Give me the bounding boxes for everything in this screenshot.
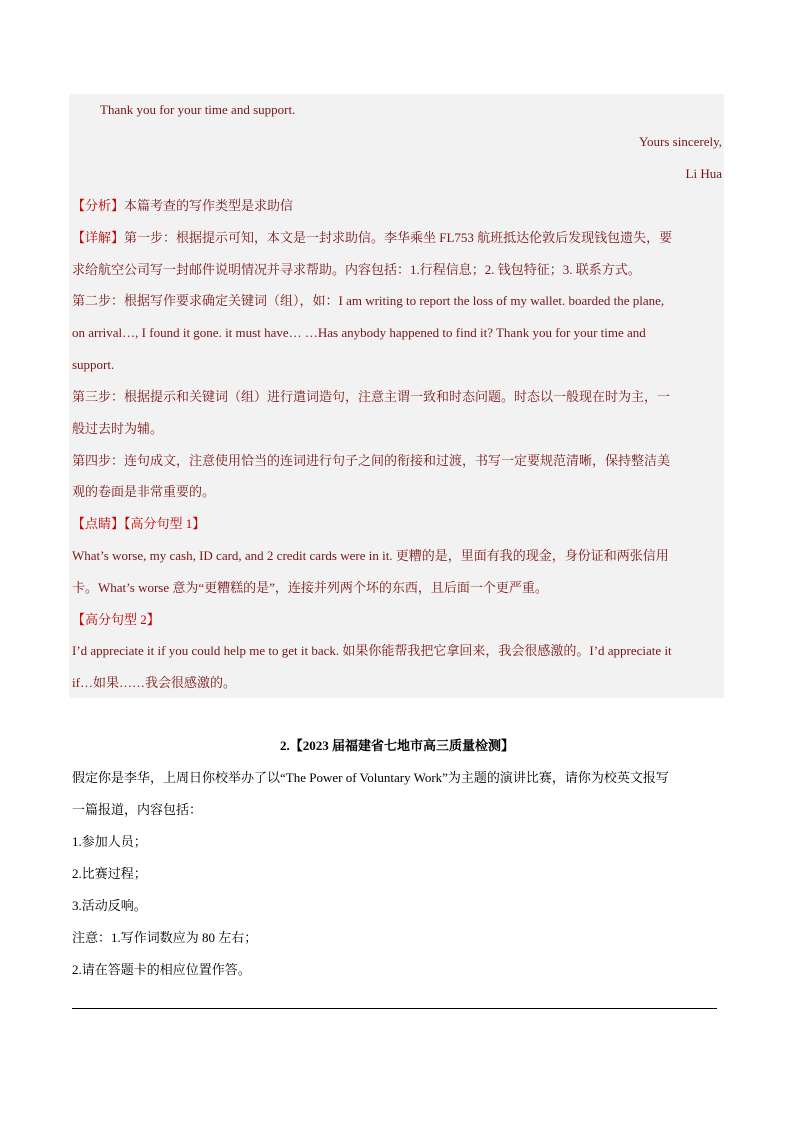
pattern1-line2: 卡。What’s worse 意为“更糟糕的是”，连接并列两个坏的东西，且后面一个更严重。 — [72, 580, 548, 595]
question-prompt-line1: 假定你是李华，上周日你校举办了以“The Power of Voluntary Work”为主题的演讲比赛，请你为校英文报写 — [72, 770, 669, 785]
step1-text-a: 第一步：根据提示可知，本文是一封求助信。李华乘坐 FL753 航班抵达伦敦后发现钱包遗失，要 — [124, 230, 673, 245]
question-item-2: 2.比赛过程； — [72, 866, 147, 881]
letter-sign-off: Yours sincerely, — [638, 134, 722, 149]
letter-closing-line: Thank you for your time and support. — [100, 102, 296, 117]
pattern1-line1: What’s worse, my cash, ID card, and 2 credit cards were in it. 更糟的是，里面有我的现金，身份证和两张信用 — [72, 548, 669, 563]
pattern2-line1: I’d appreciate it if you could help me to get it back. 如果你能帮我把它拿回来，我会很感激的。I’d appreciate it — [72, 643, 672, 658]
detail-step2-line1: 第二步：根据写作要求确定关键词（组），如：I am writing to report the loss of my wallet. boarded the plane, — [72, 293, 665, 308]
detail-step2-line3: support. — [72, 357, 115, 372]
question-title: 2.【2023 届福建省七地市高三质量检测】 — [279, 738, 514, 753]
detail-step4-line2: 观的卷面是非常重要的。 — [72, 484, 216, 499]
analysis-tag: 【分析】 — [72, 198, 125, 213]
detail-step3-line2: 般过去时为辅。 — [72, 421, 164, 436]
question-note-2: 2.请在答题卡的相应位置作答。 — [72, 962, 251, 977]
detail-step1-line2: 求给航空公司写一封邮件说明情况并寻求帮助。内容包括：1.行程信息；2. 钱包特征；3. 联系方式。 — [72, 262, 641, 277]
letter-signature: Li Hua — [685, 166, 722, 181]
answer-writing-line[interactable] — [72, 1008, 717, 1009]
question-note-1: 注意：1.写作词数应为 80 左右； — [72, 930, 258, 945]
question-prompt-line2: 一篇报道，内容包括： — [72, 802, 203, 817]
analysis-text: 本篇考查的写作类型是求助信 — [124, 198, 294, 213]
pattern2-line2: if…如果……我会很感激的。 — [72, 675, 236, 690]
detail-step1-line1 — [72, 228, 722, 248]
pattern2-tag: 【高分句型 2】 — [72, 612, 160, 627]
dianjing-tag: 【点睛】【高分句型 1】 — [72, 516, 206, 531]
question-item-1: 1.参加人员； — [72, 834, 147, 849]
detail-step4-line1: 第四步：连句成文，注意使用恰当的连词进行句子之间的衔接和过渡，书写一定要规范清晰，保持整洁美 — [72, 453, 671, 468]
detail-step3-line1: 第三步：根据提示和关键词（组）进行遣词造句，注意主谓一致和时态问题。时态以一般现在时为主，一 — [72, 389, 671, 404]
analysis-line — [72, 196, 722, 216]
detail-tag: 【详解】 — [72, 230, 125, 245]
question-item-3: 3.活动反响。 — [72, 898, 147, 913]
detail-step2-line2: on arrival…, I found it gone. it must have… …Has anybody happened to find it? Thank you for your time and — [72, 325, 646, 340]
